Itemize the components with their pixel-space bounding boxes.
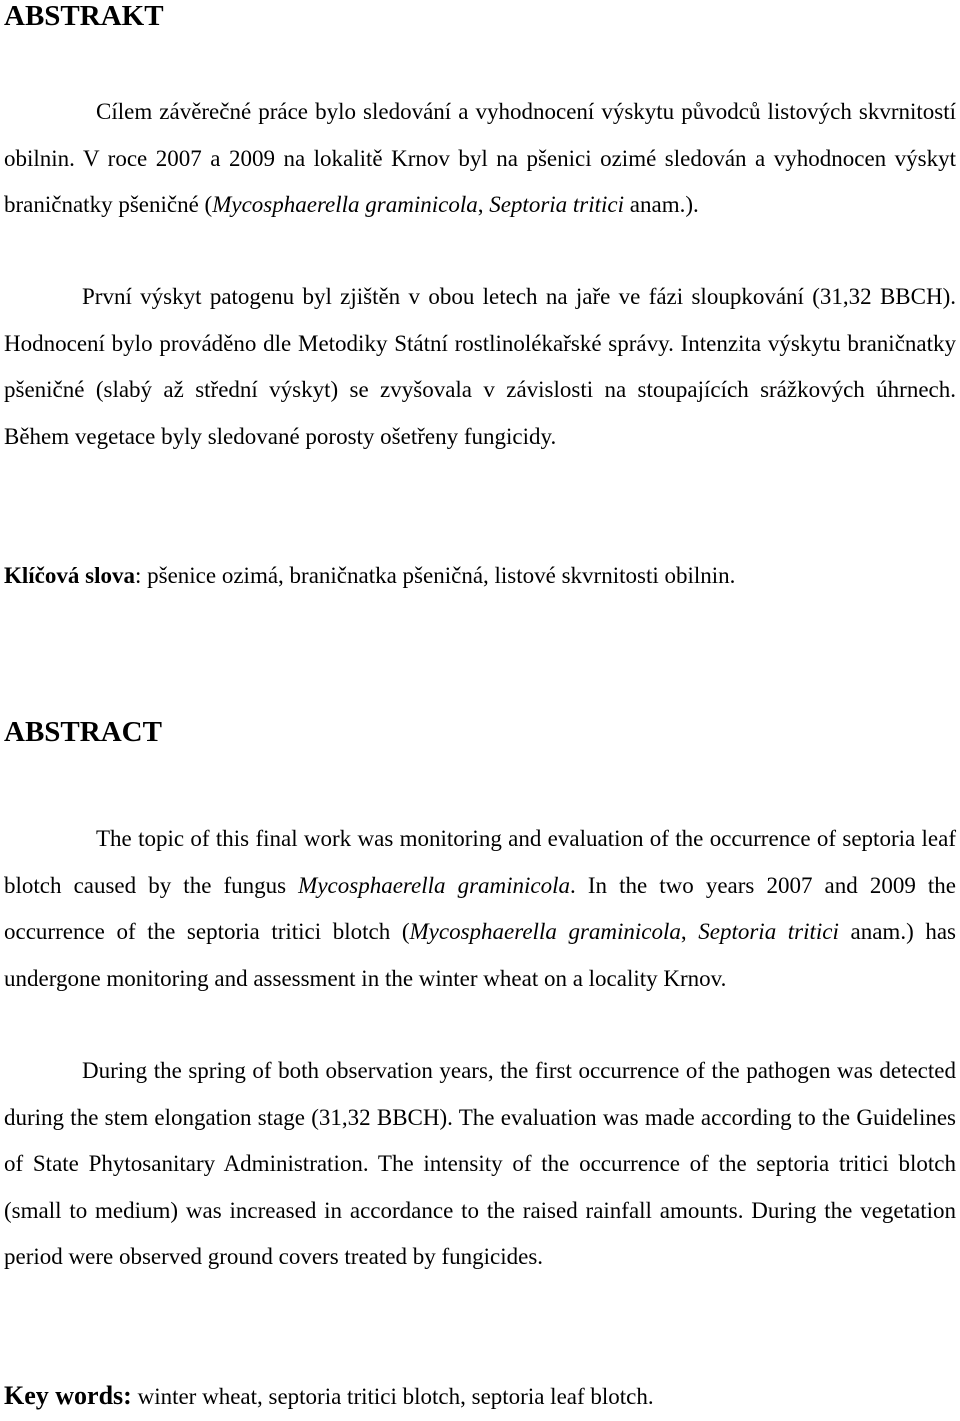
keywords-en (4, 1373, 956, 1421)
italic-term: Septoria tritici (698, 919, 839, 944)
text-run: anam.). (624, 192, 699, 217)
text-run: , (477, 192, 490, 217)
keywords-cz-text: : pšenice ozimá, braničnatka pšeničná, listové skvrnitosti obilnin. (134, 563, 736, 588)
abstract-en-paragraph-1 (4, 816, 956, 1002)
text-run: . In the two years 2007 and 2009 the occurrence of the septoria tritici blotch ( (4, 872, 956, 944)
abstract-cz-heading: ABSTRAKT (4, 0, 164, 32)
italic-term: Mycosphaerella graminicola (212, 192, 478, 217)
italic-term: Septoria tritici (489, 192, 625, 217)
keywords-en-text: winter wheat, septoria tritici blotch, septoria leaf blotch. (131, 1384, 654, 1409)
italic-term: Mycosphaerella graminicola (298, 872, 571, 898)
abstract-en-paragraph-2: During the spring of both observation years, the first occurrence of the pathogen was detected during the stem elongation stage (31,32 BBCH). The evaluation was made according to the Guidelines of State Phytosanitary Administration. The intensity of the occurrence of the septoria tritici blotch (small to medium) was increased in accordance to the raised rainfall amounts. During the vegetation period were observed ground covers treated by fungicides. (4, 1058, 956, 1269)
abstract-cz-paragraph-1 (4, 89, 956, 229)
text-run: The topic of this final work was monitoring and evaluation of the occurrence of septoria leaf blotch caused by the fungus (4, 826, 956, 898)
text-run: , (680, 919, 699, 944)
abstract-cz-paragraph-2: První výskyt patogenu byl zjištěn v obou letech na jaře ve fázi sloupkování (31,32 BBCH). Hodnocení bylo prováděno dle Metodiky Státní rostlinolékařské správy. Intenzita výskytu braničnatky pšeničné (slabý až střední výskyt) se zvyšovala v závislosti na stoupajících srážkových úhrnech. Během vegetace byly sledované porosty ošetřeny fungicidy. (4, 284, 956, 449)
text-run: Cílem závěrečné práce bylo sledování a vyhodnocení výskytu původců listových skvrnitostí obilnin. V roce 2007 a 2009 na lokalitě Krnov byl na pšenici ozimé sledován a vyhodnocen výskyt braničnatky pšeničné ( (4, 99, 956, 217)
abstract-en-heading: ABSTRACT (4, 716, 162, 748)
keywords-cz (4, 553, 956, 600)
italic-term: Mycosphaerella graminicola (409, 919, 681, 944)
text-run: anam.) has undergone monitoring and assessment in the winter wheat on a locality Krnov. (4, 919, 956, 991)
keywords-en-label: Key words: (4, 1381, 132, 1410)
keywords-cz-label: Klíčová slova (4, 563, 135, 588)
